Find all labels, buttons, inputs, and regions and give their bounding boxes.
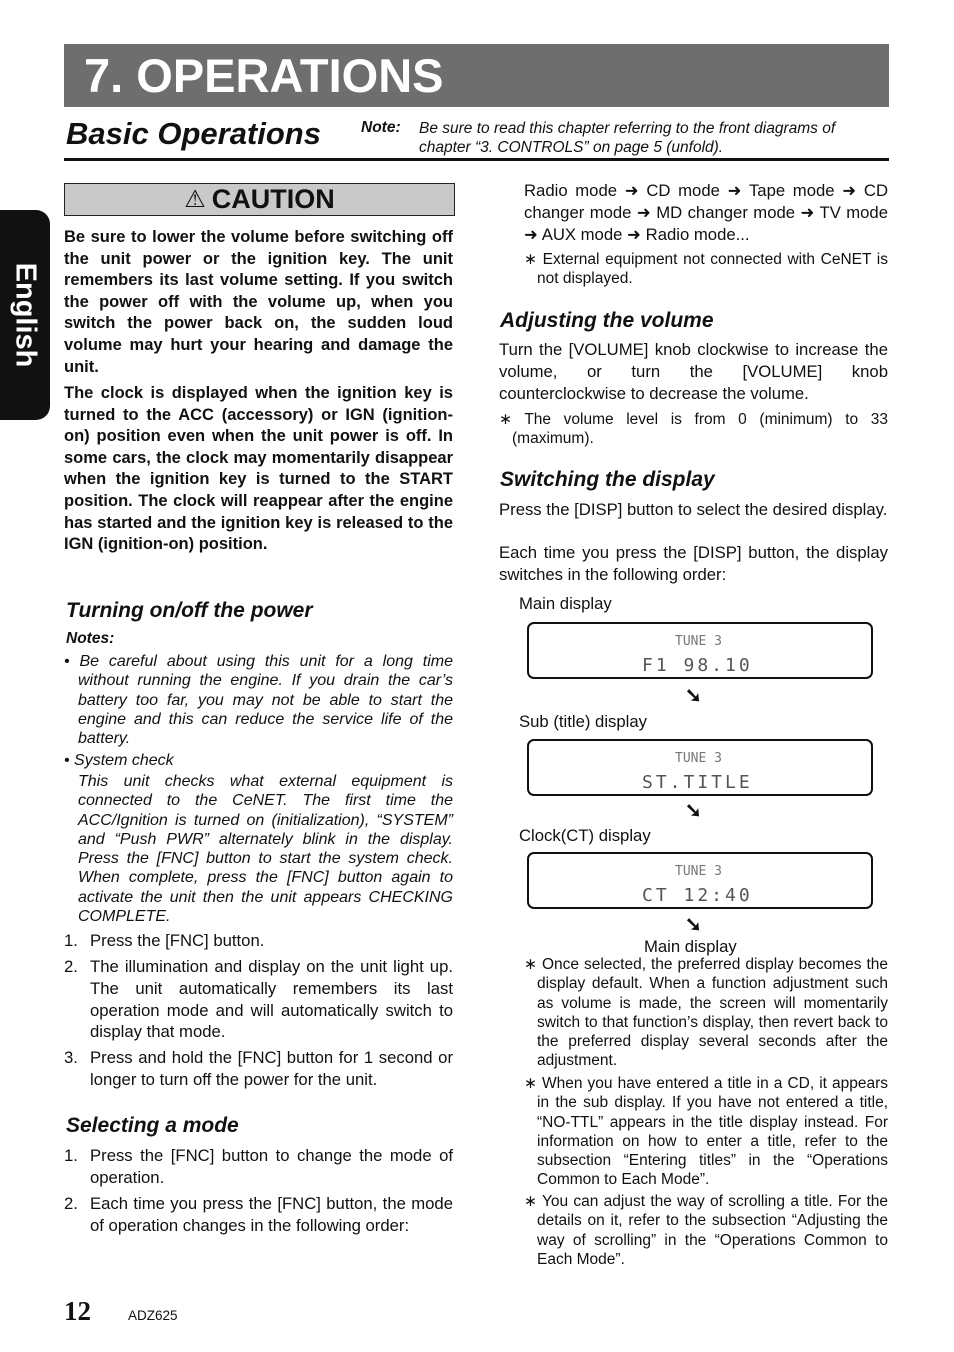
arrow-down-icon: ➘	[685, 914, 702, 936]
header-rule	[64, 158, 889, 161]
section-title: Basic Operations	[66, 116, 321, 151]
page-number: 12	[64, 1296, 91, 1326]
power-notes-label: Notes:	[66, 630, 115, 647]
mode-heading: Selecting a mode	[66, 1114, 239, 1137]
warning-icon: ⚠	[184, 186, 206, 213]
volume-heading: Adjusting the volume	[500, 309, 714, 332]
power-note-1: • Be careful about using this unit for a long time without running the engine. If you drain the car’s battery too far, you may not be able to start the engine and this can reduce the service life of the battery.	[64, 653, 453, 748]
step-text: Press the [FNC] button to change the mode of operation.	[90, 1146, 453, 1187]
chapter-banner	[64, 44, 889, 107]
display-note-3: ∗ You can adjust the way of scrolling a title. For the details on it, refer to the subsection “Adjusting the way of scrolling” in the “Operations Common to Each Mode”.	[524, 1193, 888, 1268]
caution-paragraph-2: The clock is displayed when the ignition key is turned to the ACC (accessory) or IGN (ignition-on) position even when the unit power is off. In some cars, the clock may momentarily disappear when the ignition key is turned to the START position. The clock will reappear after the engine has started and the ignition key is released to the IGN (ignition-on) position.	[64, 384, 453, 554]
chapter-title: 7. OPERATIONS	[84, 49, 444, 102]
caution-label: CAUTION	[211, 184, 335, 214]
lcd-text: CT 12:40	[642, 885, 753, 906]
step-number: 1.	[64, 931, 78, 950]
mode-note: ∗ External equipment not connected with CeNET is not displayed.	[524, 251, 888, 288]
caution-paragraph-1: Be sure to lower the volume before switching off the unit power or the ignition key. The unit remembers its last volume setting. If you switch the power off with the volume up, when you switch the power back on, the sudden loud volume may hurt your hearing and damage the unit.	[64, 228, 453, 376]
volume-text: Turn the [VOLUME] knob clockwise to increase the volume, or turn the [VOLUME] knob counterclockwise to decrease the volume.	[499, 340, 888, 403]
display-heading: Switching the display	[500, 468, 715, 491]
display-paragraph-1: Press the [DISP] button to select the desired display.	[499, 500, 888, 519]
language-tab	[0, 210, 50, 420]
mode-step-1	[64, 1145, 453, 1189]
lcd-main-display	[527, 622, 873, 679]
screen-label-clock: Clock(CT) display	[519, 826, 651, 845]
power-step-2	[64, 956, 453, 1043]
note-label: Note:	[361, 119, 401, 136]
caution-box	[64, 183, 455, 216]
arrow-down-icon: ➘	[685, 685, 702, 707]
mode-order: Radio mode ➜ CD mode ➜ Tape mode ➜ CD changer mode ➜ MD changer mode ➜ TV mode ➜ AUX mode ➜ Radio mode...	[524, 181, 888, 244]
step-text: The illumination and display on the unit light up. The unit automatically remembers its last operation mode and will automatically switch to display that mode.	[90, 957, 453, 1042]
model-number: ADZ625	[128, 1308, 178, 1323]
arrow-down-icon: ➘	[685, 800, 702, 822]
mode-step-2	[64, 1193, 453, 1237]
step-text: Press the [FNC] button.	[90, 931, 265, 950]
power-note-2-title: • System check	[64, 752, 174, 769]
power-heading: Turning on/off the power	[66, 599, 313, 622]
lcd-text: ST.TITLE	[642, 772, 753, 793]
step-number: 3.	[64, 1048, 78, 1067]
step-number: 1.	[64, 1146, 78, 1165]
power-note-2: This unit checks what external equipment is connected to the CeNET. The first time the ACC/Ignition is turned on (initialization), “SYSTEM” and “Push PWR” alternately blink in the display. Press the [FNC] button to start the system check. When complete, press the [FNC] button again to activate the unit then the unit appears CHECKING COMPLETE.	[78, 773, 453, 926]
step-text: Each time you press the [FNC] button, the mode of operation changes in the following order:	[90, 1194, 453, 1235]
display-note-1: ∗ Once selected, the preferred display becomes the display default. When a function adjustment such as volume is made, the screen will momentarily switch to that function’s display, then revert back to the preferred display several seconds after the adjustment.	[524, 956, 888, 1070]
step-number: 2.	[64, 957, 78, 976]
screen-label-final: Main display	[644, 937, 737, 956]
step-text: Press and hold the [FNC] button for 1 second or longer to turn off the power for the unit.	[90, 1048, 453, 1089]
lcd-tune-indicator: TUNE 3	[675, 751, 722, 766]
lcd-sub-display	[527, 739, 873, 796]
lcd-tune-indicator: TUNE 3	[675, 864, 722, 879]
lcd-text: F1 98.10	[642, 655, 753, 676]
note-text: Be sure to read this chapter referring to the front diagrams of chapter “3. CONTROLS” on page 5 (unfold).	[419, 120, 836, 156]
step-number: 2.	[64, 1194, 78, 1213]
lcd-clock-display	[527, 852, 873, 909]
display-note-2: ∗ When you have entered a title in a CD, it appears in the sub display. If you have not entered a title, “NO-TTL” appears in the title display instead. For information on how to enter a title, refer to the subsection “Entering titles” in the “Operations Common to Each Mode”.	[524, 1075, 888, 1189]
language-tab-label: English	[9, 262, 42, 368]
screen-label-main: Main display	[519, 594, 612, 613]
screen-label-sub: Sub (title) display	[519, 712, 647, 731]
power-step-3	[64, 1047, 453, 1091]
volume-note: ∗ The volume level is from 0 (minimum) to 33 (maximum).	[499, 411, 888, 448]
display-paragraph-2: Each time you press the [DISP] button, the display switches in the following order:	[499, 543, 888, 584]
lcd-tune-indicator: TUNE 3	[675, 634, 722, 649]
